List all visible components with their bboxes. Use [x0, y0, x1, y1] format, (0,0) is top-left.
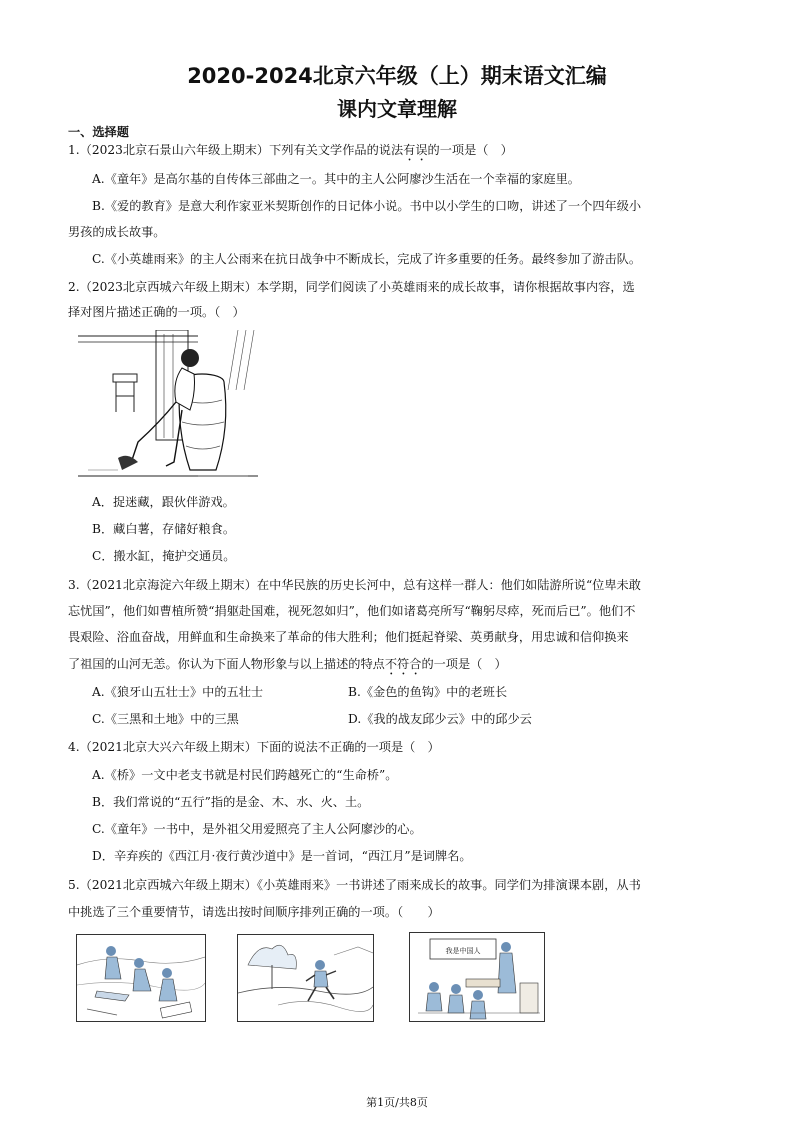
q3-stem-3: 畏艰险、浴血奋战，用鲜血和生命换来了革命的伟大胜利；他们挺起脊梁、英勇献身，用忠诚和信仰换来 — [68, 630, 629, 644]
q2-stem: 2.（2023北京西城六年级上期末）本学期，同学们阅读了小英雄雨来的成长故事，请你根据故事内容，选 — [68, 280, 635, 294]
q2-option-b[interactable]: B．藏白薯，存储好粮食。 — [92, 522, 236, 536]
section-heading: 一、选择题 — [68, 125, 129, 139]
q4-stem: 4.（2021北京大兴六年级上期末）下面的说法不正确的一项是（ ） — [68, 740, 440, 754]
q5-picture-3-board-text: 我是中国人 — [445, 947, 481, 955]
q3-stem-2: 忘忧国”，他们如曹植所赞“捐躯赴国难，视死忽如归”，他们如诸葛亮所写“鞠躬尽瘁，死而后已”。他们不 — [68, 604, 636, 618]
q1-option-c[interactable]: C.《小英雄雨来》的主人公雨来在抗日战争中不断成长，完成了许多重要的任务。最终参加了游击队。 — [92, 252, 642, 266]
q3-emphasis: 不符合 — [384, 657, 422, 671]
q1-stem-text: 1.（2023北京石景山六年级上期末）下列有关文学作品的说法 — [68, 143, 404, 157]
q5-picture-3 — [409, 932, 545, 1022]
q2-option-a[interactable]: A．捉迷藏，跟伙伴游戏。 — [92, 495, 235, 509]
q5-stem: 5.（2021北京西城六年级上期末）《小英雄雨来》一书讲述了雨来成长的故事。同学们为排演课本剧，从书 — [68, 878, 641, 892]
q3-stem: 3.（2021北京海淀六年级上期末）在中华民族的历史长河中，总有这样一群人：他们如陆游所说“位卑未敢 — [68, 578, 641, 592]
q3-option-a[interactable]: A.《狼牙山五壮士》中的五壮士 — [92, 685, 264, 699]
q5-stem-cont: 中挑选了三个重要情节，请选出按时间顺序排列正确的一项。（ ） — [68, 905, 440, 919]
q3-stem-4-end: 的一项是（ ） — [421, 657, 507, 671]
q3-option-c[interactable]: C.《三黑和土地》中的三黑 — [92, 712, 239, 726]
q1-stem — [68, 141, 513, 164]
q3-option-b[interactable]: B.《金色的鱼钩》中的老班长 — [348, 685, 508, 699]
q4-option-b[interactable]: B．我们常说的“五行”指的是金、木、水、火、土。 — [92, 795, 370, 809]
q1-option-b-cont: 男孩的成长故事。 — [68, 225, 166, 239]
q5-picture-2 — [237, 934, 374, 1022]
q3-stem-4 — [68, 655, 507, 678]
q3-option-d[interactable]: D.《我的战友邱少云》中的邱少云 — [348, 712, 532, 726]
q5-picture-1 — [76, 934, 206, 1022]
q1-option-a[interactable]: A.《童年》是高尔基的自传体三部曲之一。其中的主人公阿廖沙生活在一个幸福的家庭里。 — [92, 172, 580, 186]
q2-option-c[interactable]: C．搬水缸，掩护交通员。 — [92, 549, 236, 563]
page-subtitle: 课内文章理解 — [337, 97, 457, 121]
q1-stem-end: 的一项是（ ） — [427, 143, 513, 157]
q4-option-a[interactable]: A.《桥》一文中老支书就是村民们跨越死亡的“生命桥”。 — [92, 768, 398, 782]
q2-stem-cont: 择对图片描述正确的一项。（ ） — [68, 305, 245, 319]
page-footer: 第1页/共8页 — [366, 1096, 428, 1109]
q4-option-c[interactable]: C.《童年》一书中，是外祖父用爱照亮了主人公阿廖沙的心。 — [92, 822, 422, 836]
q1-emphasis: 有误 — [403, 143, 428, 157]
q1-option-b[interactable]: B.《爱的教育》是意大利作家亚米契斯创作的日记体小说。书中以小学生的口吻，讲述了一个四年级小 — [92, 199, 642, 213]
page-title: 2020-2024北京六年级（上）期末语文汇编 — [187, 64, 607, 88]
q3-stem-4-text: 了祖国的山河无恙。你认为下面人物形象与以上描述的特点 — [68, 657, 385, 671]
q2-illustration — [78, 330, 258, 482]
q4-option-d[interactable]: D．辛弃疾的《西江月·夜行黄沙道中》是一首词，“西江月”是词牌名。 — [92, 849, 472, 863]
